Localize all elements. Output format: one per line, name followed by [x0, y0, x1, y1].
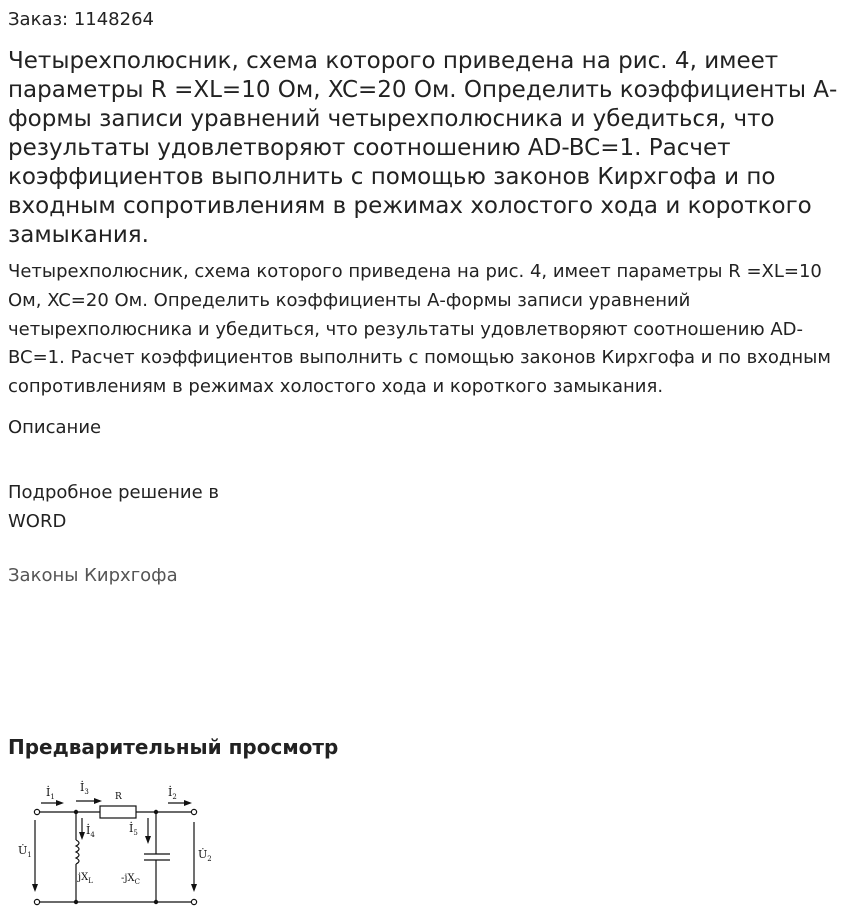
label-i1: İ: [46, 786, 51, 799]
circuit-terminals: [34, 809, 196, 904]
label-i5: İ: [129, 822, 134, 835]
label-r: R: [115, 792, 122, 802]
svg-text:İ2: $İ_2$: [168, 786, 177, 801]
svg-text:İ5: $İ_5$: [129, 822, 138, 837]
label-u2: U̇: [198, 848, 208, 861]
preview-heading: Предварительный просмотр: [8, 735, 339, 759]
task-title: Четырехполюсник, схема которого приведена на рис. 4, имеет параметры R =XL=10 Ом, XC=20 Ом. Определить коэффициенты А-формы записи уравнений четырехполюсника и убедиться, что результаты удовлетворяют соотношению AD-BC=1. Расчет коэффициентов выполнить с помощью законов Кирхгофа и по входным сопротивлениям в режимах холостого хода и короткого замыкания.: [8, 48, 838, 248]
svg-text:U̇2: $U̇_2$: [198, 848, 212, 863]
label-u1: U̇: [18, 844, 28, 857]
kirchhoff-laws-link[interactable]: Законы Кирхгофа: [8, 565, 178, 586]
resistor: [100, 806, 136, 818]
svg-text:İ3: $İ_3$: [80, 781, 89, 796]
task-body: Четырехполюсник, схема которого приведена на рис. 4, имеет параметры R =XL=10 Ом, XC=20 Ом. Определить коэффициенты А-формы записи уравнений четырехполюсника и убедиться, что результаты удовлетворяют соотношению AD-BC=1. Расчет коэффициентов выполнить с помощью законов Кирхгофа и по входным сопротивлениям в режимах холостого хода и короткого замыкания.: [8, 261, 831, 398]
solution-text: Подробное решение в WORD: [8, 482, 220, 532]
circuit-preview-image: [8, 770, 228, 915]
svg-text:jXL: $jX_L$: [78, 872, 93, 885]
label-i3: İ: [80, 781, 85, 794]
label-xl: jX: [78, 872, 89, 883]
label-xc: -jX: [121, 873, 135, 884]
circuit-components: [100, 806, 136, 818]
svg-text:İ1: $İ_1$: [46, 786, 55, 801]
order-number: Заказ: 1148264: [8, 9, 154, 30]
circuit-labels: [18, 780, 212, 886]
svg-text:İ4: $İ_4$: [86, 824, 95, 839]
label-i4: İ: [86, 824, 91, 837]
description-label: Описание: [8, 417, 102, 438]
svg-text:-jXC: $-jX_C$: [121, 873, 140, 886]
label-i2: İ: [168, 786, 173, 799]
svg-text:U̇1: $U̇_1$: [18, 844, 32, 859]
